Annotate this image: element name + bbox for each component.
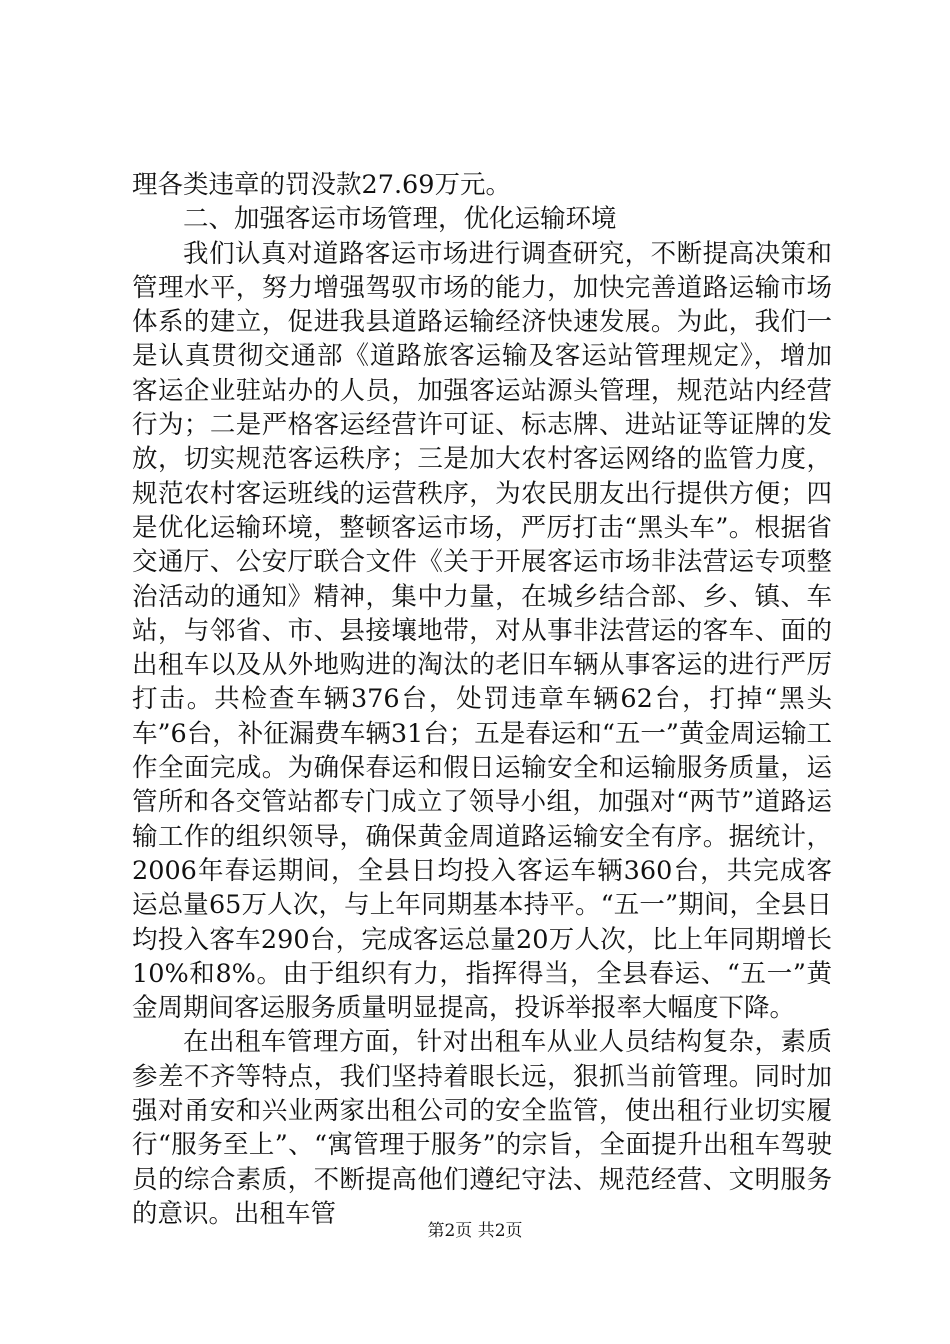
document-body [132,168,832,1231]
paragraph-passenger-market: 我们认真对道路客运市场进行调查研究，不断提高决策和管理水平，努力增强驾驭市场的能力，加快完善道路运输市场体系的建立，促进我县道路运输经济快速发展。为此，我们一是认真贯彻交通部《道路旅客运输及客运站管理规定》，增加客运企业驻站办的人员，加强客运站源头管理，规范站内经营行为；二是严格客运经营许可证、标志牌、进站证等证牌的发放，切实规范客运秩序；三是加大农村客运网络的监管力度，规范农村客运班线的运营秩序，为农民朋友出行提供方便；四是优化运输环境，整顿客运市场，严厉打击“黑头车”。根据省交通厅、公安厅联合文件《关于开展客运市场非法营运专项整治活动的通知》精神，集中力量，在城乡结合部、乡、镇、车站，与邻省、市、县接壤地带，对从事非法营运的客车、面的出租车以及从外地购进的淘汰的老旧车辆从事客运的进行严厉打击。共检查车辆376台，处罚违章车辆62台，打掉“黑头车”6台，补征漏费车辆31台；五是春运和“五一”黄金周运输工作全面完成。为确保春运和假日运输安全和运输服务质量，运管所和各交管站都专门成立了领导小组，加强对“两节”道路运输工作的组织领导，确保黄金周道路运输安全有序。据统计，2006年春运期间，全县日均投入客运车辆360台，共完成客运总量65万人次，与上年同期基本持平。“五一”期间，全县日均投入客车290台，完成客运总量20万人次，比上年同期增长10%和8%。由于组织有力，指挥得当，全县春运、“五一”黄金周期间客运服务质量明显提高，投诉举报率大幅度下降。 [132,238,832,1024]
page-number-footer: 第2页 共2页 [427,1221,523,1241]
paragraph-fine-summary: 理各类违章的罚没款27.69万元。 [132,170,512,200]
paragraph-taxi-management: 在出租车管理方面，针对出租车从业人员结构复杂，素质参差不齐等特点，我们坚持着眼长远，狠抓当前管理。同时加强对甬安和兴业两家出租公司的安全监管，使出租行业切实履行“服务至上”、“寓管理于服务”的宗旨，全面提升出租车驾驶员的综合素质，不断提高他们遵纪守法、规范经营、文明服务的意识。出租车管 [132,1027,832,1229]
section-heading: 二、加强客运市场管理，优化运输环境 [183,204,617,235]
